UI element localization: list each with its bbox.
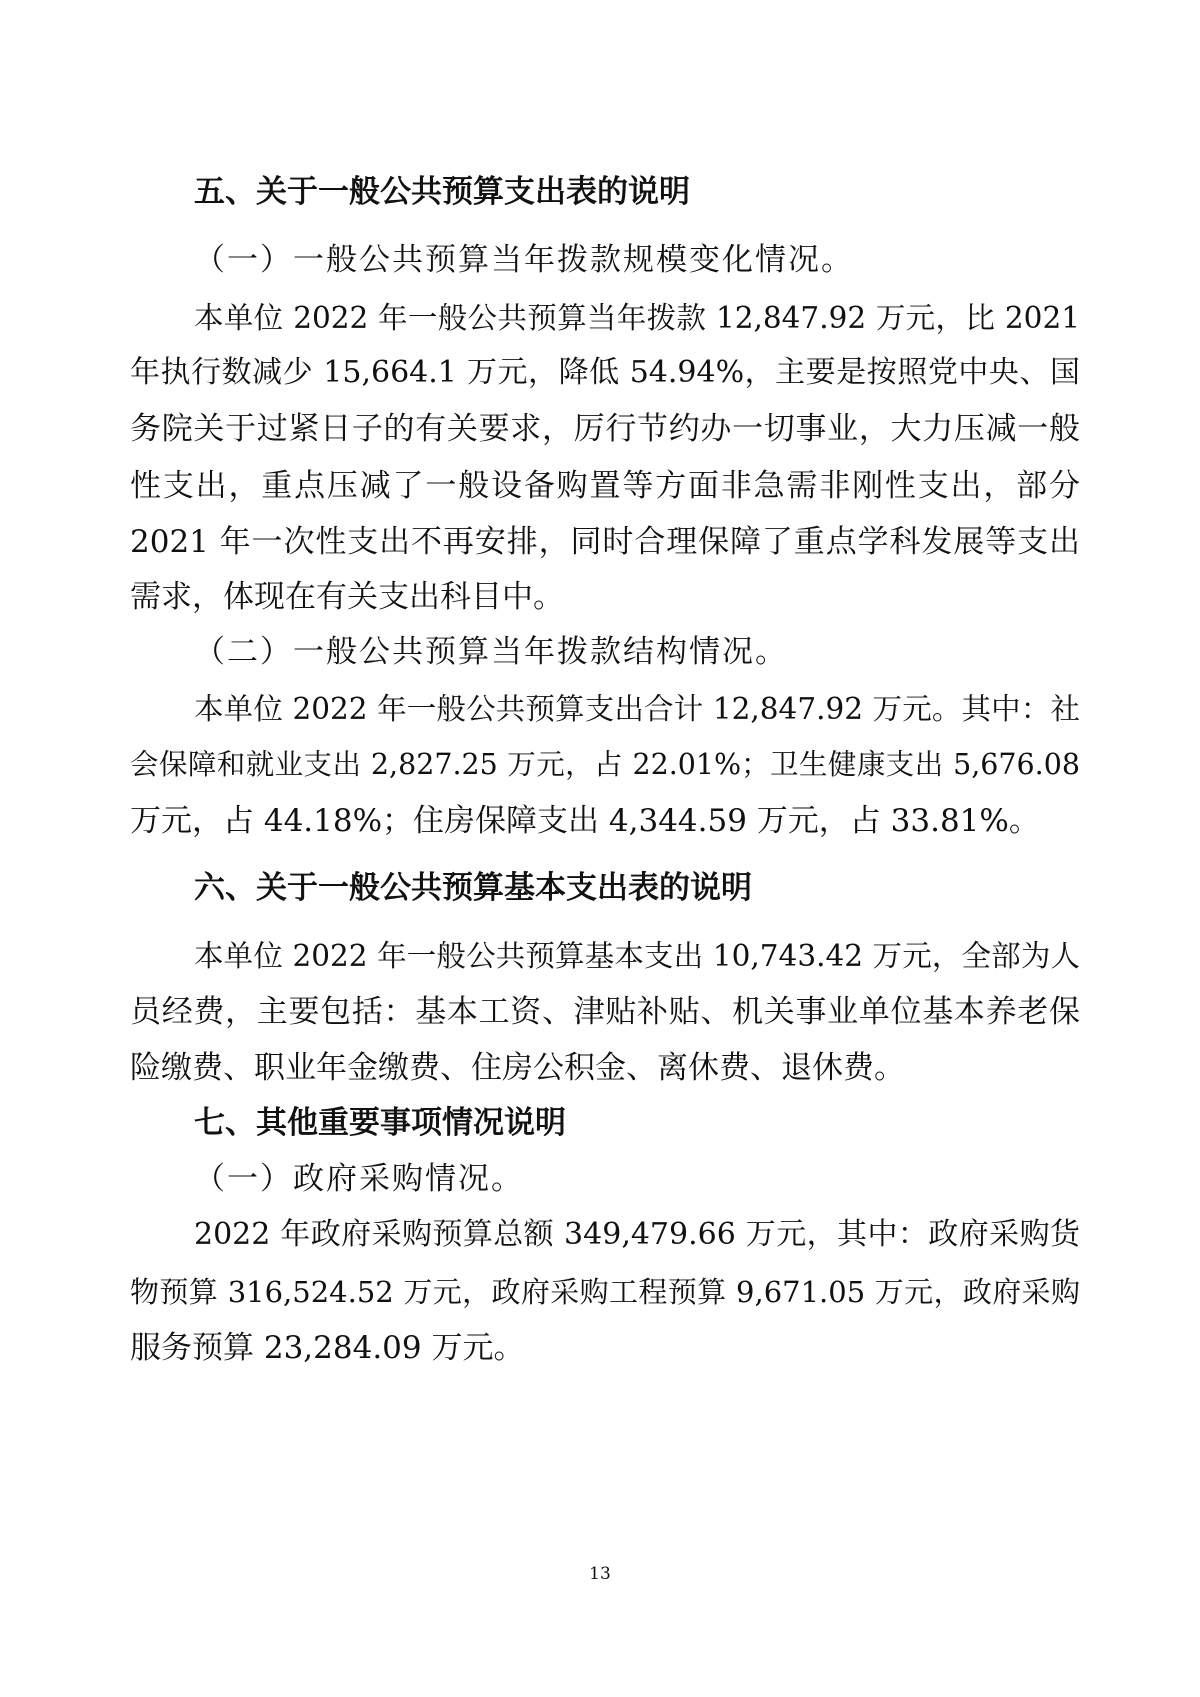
document-page [130,0,1080,1697]
section7-sub1-title: （一）政府采购情况。 [194,1161,524,1197]
paragraph-line: 会保障和就业支出 2,827.25 万元，占 22.01%；卫生健康支出 5,676.08 [130,748,1080,781]
section7-heading: 七、其他重要事项情况说明 [194,1105,566,1141]
paragraph-line: 性支出，重点压减了一般设备购置等方面非急需非刚性支出，部分 [130,468,1080,504]
section5-sub1-title: （一）一般公共预算当年拨款规模变化情况。 [194,242,854,278]
paragraph-line: 年执行数减少 15,664.1 万元，降低 54.94%，主要是按照党中央、国 [130,355,1080,390]
paragraph-line: 2021 年一次性支出不再安排，同时合理保障了重点学科发展等支出 [130,524,1080,560]
paragraph-line: 本单位 2022 年一般公共预算支出合计 12,847.92 万元。其中：社 [194,692,1080,726]
section6-heading: 六、关于一般公共预算基本支出表的说明 [194,870,752,906]
page-number: 13 [589,1564,611,1584]
paragraph-line: 务院关于过紧日子的有关要求，厉行节约办一切事业，大力压减一般 [130,411,1080,447]
paragraph-line: 员经费，主要包括：基本工资、津贴补贴、机关事业单位基本养老保 [130,994,1080,1030]
section5-sub2-title: （二）一般公共预算当年拨款结构情况。 [194,634,788,670]
paragraph-line: 本单位 2022 年一般公共预算基本支出 10,743.42 万元，全部为人 [194,939,1080,973]
paragraph-line: 物预算 316,524.52 万元，政府采购工程预算 9,671.05 万元，政府采购 [130,1275,1080,1309]
paragraph-line: 需求，体现在有关支出科目中。 [130,579,564,615]
paragraph-line: 险缴费、职业年金缴费、住房公积金、离休费、退休费。 [130,1050,905,1086]
paragraph-line: 服务预算 23,284.09 万元。 [130,1330,525,1366]
paragraph-line: 万元，占 44.18%；住房保障支出 4,344.59 万元，占 33.81%。 [130,803,1040,839]
paragraph-line: 2022 年政府采购预算总额 349,479.66 万元，其中：政府采购货 [194,1217,1080,1252]
paragraph-line: 本单位 2022 年一般公共预算当年拨款 12,847.92 万元，比 2021 [194,301,1080,335]
section5-heading: 五、关于一般公共预算支出表的说明 [194,174,690,210]
